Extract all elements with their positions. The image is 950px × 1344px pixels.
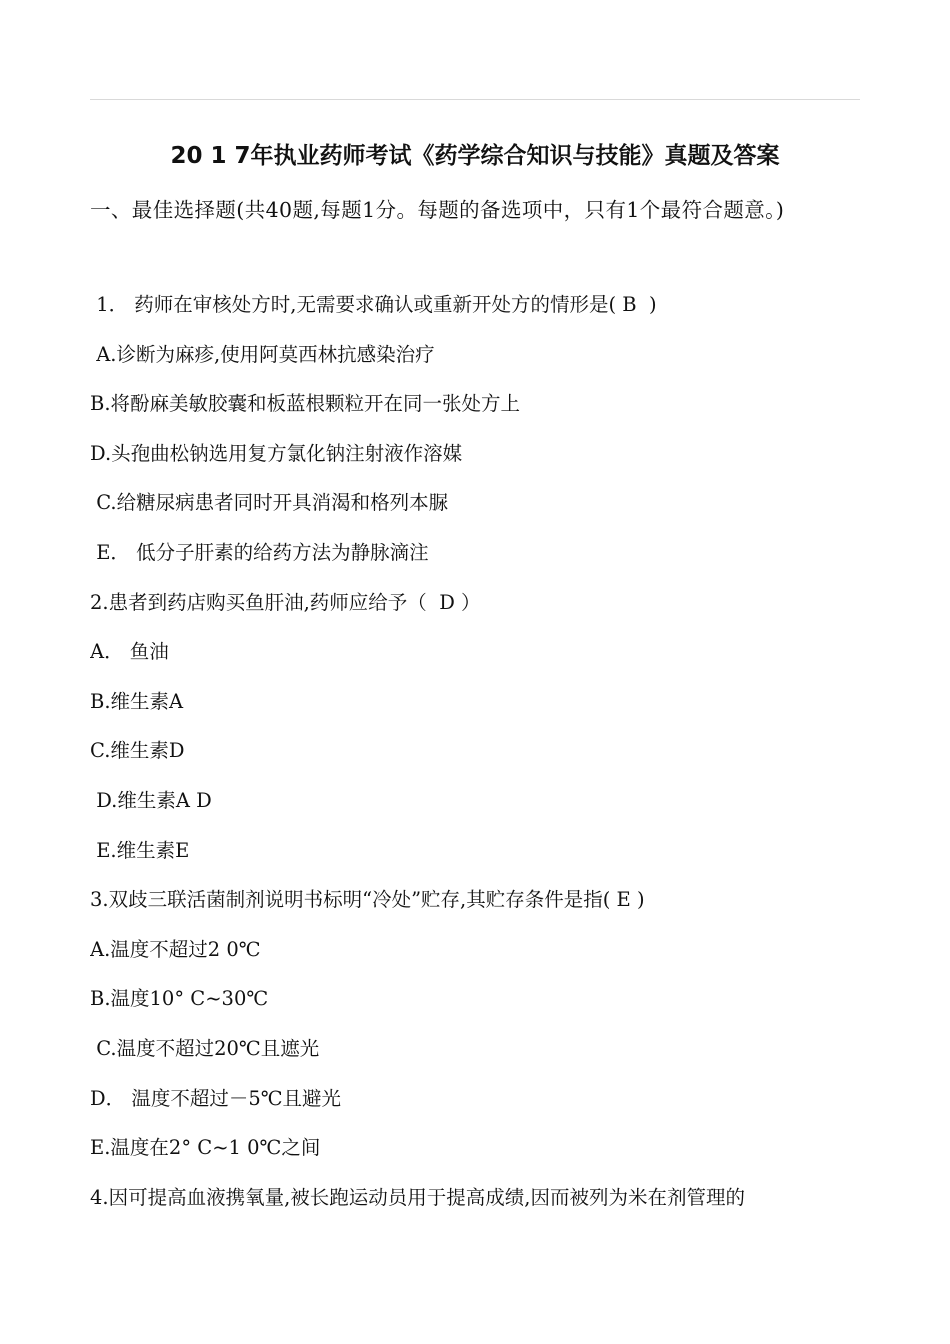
section-intro: 一、最佳选择题(共40题,每题1分。每题的备选项中，只有1个最符合题意。) bbox=[90, 198, 785, 222]
question-1-option-c: C.给糖尿病患者同时开具消渴和格列本脲 bbox=[90, 491, 449, 515]
question-3-option-b: B.温度10° C~30℃ bbox=[90, 987, 269, 1011]
question-2-option-c: C.维生素D bbox=[90, 739, 185, 763]
question-2-option-a: A． 鱼油 bbox=[90, 640, 169, 664]
question-1-option-a: A.诊断为麻疹,使用阿莫西林抗感染治疗 bbox=[90, 342, 435, 366]
question-3-option-a: A.温度不超过2 0℃ bbox=[90, 937, 261, 961]
question-1-option-b: B.将酚麻美敏胶囊和板蓝根颗粒开在同一张处方上 bbox=[90, 392, 521, 416]
question-3-option-e: E.温度在2° C~1 0℃之间 bbox=[90, 1136, 321, 1160]
question-2-option-d: D.维生素A D bbox=[90, 788, 212, 812]
question-2-stem: 2.患者到药店购买鱼肝油,药师应给予（ D ） bbox=[90, 590, 481, 614]
question-1-stem: 1． 药师在审核处方时,无需要求确认或重新开处方的情形是( B ) bbox=[90, 293, 657, 316]
question-1-option-e: E． 低分子肝素的给药方法为静脉滴注 bbox=[90, 540, 429, 564]
question-3-stem: 3.双歧三联活菌制剂说明书标明“冷处”贮存,其贮存条件是指( E ) bbox=[90, 888, 645, 912]
question-4-stem: 4.因可提高血液携氧量,被长跑运动员用于提高成绩,因而被列为米在剂管理的 bbox=[90, 1185, 746, 1209]
document-title: 20 1 7年执业药师考试《药学综合知识与技能》真题及答案 bbox=[170, 143, 780, 169]
question-2-option-b: B.维生素A bbox=[90, 689, 184, 713]
question-3-option-d: D． 温度不超过－5℃且避光 bbox=[90, 1086, 342, 1110]
header-rule bbox=[90, 99, 860, 100]
question-list bbox=[90, 280, 865, 1222]
question-3-option-c: C.温度不超过20℃且遮光 bbox=[90, 1036, 320, 1060]
question-2-option-e: E.维生素E bbox=[90, 838, 190, 862]
question-1-option-d: D.头孢曲松钠选用复方氯化钠注射液作溶媒 bbox=[90, 441, 463, 465]
